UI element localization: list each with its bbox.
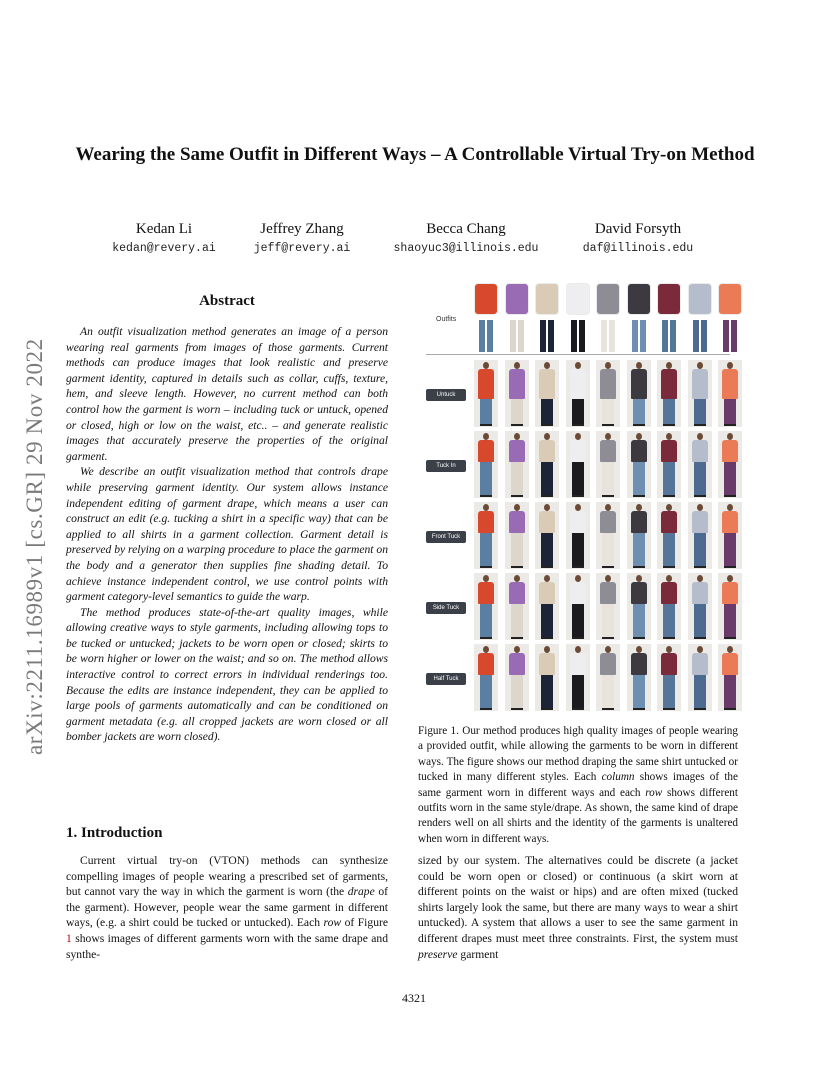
person-pants xyxy=(541,399,553,424)
person-head xyxy=(544,646,550,653)
person-pants xyxy=(602,399,614,424)
person-shirt xyxy=(631,440,647,462)
outfit-pants-thumbnail xyxy=(487,320,493,352)
person-shirt xyxy=(600,511,616,533)
person-shoes xyxy=(541,424,553,426)
outfit-pants-thumbnail xyxy=(632,320,638,352)
intro-paragraph: sized by our system. The alternatives could be discrete (a jacket could be worn open or closed) or continuous (a skirt worn at different points on the waist or hips) and are often mixed (tucked shirts largely look the same, but there are many ways to wear a shirt untucked). A system that allows a user to see the same garment in different drapes must meet three constraints. First, the system must preserve garment xyxy=(418,854,738,961)
person-shoes xyxy=(480,637,492,639)
outfit-shirt-thumbnail xyxy=(536,284,558,314)
person-shoes xyxy=(724,637,736,639)
person-shoes xyxy=(694,424,706,426)
person-head xyxy=(605,362,611,369)
author-name: Kedan Li xyxy=(135,221,193,237)
person-shirt xyxy=(539,511,555,533)
person-shirt xyxy=(570,511,586,533)
person-shoes xyxy=(480,495,492,497)
outfit-pants-thumbnail xyxy=(731,320,737,352)
person-shirt xyxy=(631,653,647,675)
abstract-body xyxy=(66,324,388,745)
row-label-untuck: Untuck xyxy=(426,389,466,401)
person-shoes xyxy=(663,708,675,710)
person-pants xyxy=(724,462,736,495)
author xyxy=(366,219,566,259)
person-pants xyxy=(724,675,736,708)
person-head xyxy=(483,433,489,440)
person-pants xyxy=(480,604,492,637)
person-shirt xyxy=(570,582,586,604)
outfit-pants-thumbnail xyxy=(579,320,585,352)
person-pants xyxy=(633,462,645,495)
person-pants xyxy=(572,462,584,495)
person-shoes xyxy=(724,708,736,710)
person-shirt xyxy=(539,582,555,604)
person-shoes xyxy=(511,566,523,568)
person-shirt xyxy=(478,582,494,604)
person-pants xyxy=(572,675,584,708)
person-head xyxy=(636,575,642,582)
author-email: jeff@revery.ai xyxy=(253,242,351,255)
person-shoes xyxy=(694,495,706,497)
person-shirt xyxy=(692,369,708,399)
person-shirt xyxy=(722,653,738,675)
person-shirt xyxy=(722,369,738,399)
person-head xyxy=(605,575,611,582)
person-shirt xyxy=(692,582,708,604)
person-pants xyxy=(694,533,706,566)
person-pants xyxy=(724,604,736,637)
person-shoes xyxy=(724,566,736,568)
intro-left-column xyxy=(66,853,388,962)
person-shirt xyxy=(600,369,616,399)
person-shoes xyxy=(694,637,706,639)
person-shoes xyxy=(572,424,584,426)
person-head xyxy=(697,504,703,511)
person-head xyxy=(575,646,581,653)
person-shirt xyxy=(570,653,586,675)
person-shoes xyxy=(541,637,553,639)
outfit-pants-thumbnail xyxy=(510,320,516,352)
person-head xyxy=(544,575,550,582)
person-shirt xyxy=(661,582,677,604)
person-pants xyxy=(602,604,614,637)
person-head xyxy=(544,362,550,369)
person-shirt xyxy=(722,440,738,462)
person-head xyxy=(605,504,611,511)
person-shoes xyxy=(633,637,645,639)
person-shoes xyxy=(663,495,675,497)
person-shoes xyxy=(572,708,584,710)
outfit-pants-thumbnail xyxy=(640,320,646,352)
row-label-side-tuck: Side Tuck xyxy=(426,602,466,614)
intro-right-column xyxy=(418,853,738,962)
person-shirt xyxy=(631,511,647,533)
person-shirt xyxy=(539,369,555,399)
row-label-front-tuck: Front Tuck xyxy=(426,531,466,543)
person-pants xyxy=(511,675,523,708)
person-shoes xyxy=(663,637,675,639)
abstract-paragraph: We describe an outfit visualization method that controls drape while preserving garment identity. Our system allows instance independent editing of garment drape, which means a user can construct an edit (e.g. tucking a shirt in a specific way) that can be applied to all shirts in a garment collection. Garment detail is preserved by relying on a warping procedure to place the garment on the body and a generator then supplies fine shading detail. To achieve instance independent control, we use control points with garment category-level semantics to guide the warp. xyxy=(66,465,388,604)
person-shirt xyxy=(539,653,555,675)
outfit-shirt-thumbnail xyxy=(506,284,528,314)
outfit-pants-thumbnail xyxy=(601,320,607,352)
person-pants xyxy=(694,399,706,424)
person-pants xyxy=(480,399,492,424)
person-shoes xyxy=(602,566,614,568)
outfit-pants-thumbnail xyxy=(518,320,524,352)
outfit-shirt-thumbnail xyxy=(628,284,650,314)
outfit-pants-thumbnail xyxy=(609,320,615,352)
person-head xyxy=(575,433,581,440)
person-shirt xyxy=(478,653,494,675)
person-shoes xyxy=(511,637,523,639)
person-shoes xyxy=(724,495,736,497)
person-shoes xyxy=(602,495,614,497)
person-shoes xyxy=(511,424,523,426)
person-pants xyxy=(724,399,736,424)
author-name: Jeffrey Zhang xyxy=(260,221,344,237)
person-head xyxy=(483,646,489,653)
person-pants xyxy=(602,675,614,708)
person-shirt xyxy=(478,369,494,399)
author xyxy=(538,219,738,259)
outfit-shirt-thumbnail xyxy=(475,284,497,314)
person-pants xyxy=(572,604,584,637)
person-head xyxy=(544,504,550,511)
outfit-pants-thumbnail xyxy=(693,320,699,352)
person-shirt xyxy=(722,582,738,604)
person-pants xyxy=(572,533,584,566)
person-shirt xyxy=(692,653,708,675)
person-head xyxy=(697,362,703,369)
person-head xyxy=(544,433,550,440)
person-shoes xyxy=(663,566,675,568)
person-pants xyxy=(541,462,553,495)
person-pants xyxy=(633,604,645,637)
person-head xyxy=(697,433,703,440)
person-shoes xyxy=(633,424,645,426)
person-shoes xyxy=(602,637,614,639)
person-shirt xyxy=(478,440,494,462)
person-shoes xyxy=(602,708,614,710)
person-shoes xyxy=(663,424,675,426)
person-shoes xyxy=(633,495,645,497)
outfit-pants-thumbnail xyxy=(479,320,485,352)
outfit-shirt-thumbnail xyxy=(658,284,680,314)
person-pants xyxy=(602,533,614,566)
person-shirt xyxy=(661,440,677,462)
outfit-shirt-thumbnail xyxy=(597,284,619,314)
person-pants xyxy=(633,675,645,708)
intro-paragraph: Current virtual try-on (VTON) methods can synthesize compelling images of people wearing a prescribed set of garments, but cannot vary the way in which the garment is worn (the drape of the garment). However, people wear the same garment in different ways, (e.g. a shirt could be tucked or untucked). Each row of Figure 1 shows images of different garments worn with the same drape and synthe- xyxy=(66,854,388,961)
person-head xyxy=(727,575,733,582)
person-shirt xyxy=(509,653,525,675)
person-shirt xyxy=(570,369,586,399)
person-shoes xyxy=(694,708,706,710)
person-shoes xyxy=(572,637,584,639)
person-pants xyxy=(511,533,523,566)
person-head xyxy=(636,646,642,653)
outfit-shirt-thumbnail xyxy=(567,284,589,314)
person-head xyxy=(514,362,520,369)
person-head xyxy=(666,646,672,653)
person-shirt xyxy=(631,582,647,604)
author-email: daf@illinois.edu xyxy=(582,242,694,255)
person-pants xyxy=(694,675,706,708)
outfit-shirt-thumbnail xyxy=(719,284,741,314)
person-pants xyxy=(694,604,706,637)
person-pants xyxy=(602,462,614,495)
person-pants xyxy=(541,604,553,637)
person-shoes xyxy=(541,495,553,497)
person-shirt xyxy=(509,369,525,399)
outfit-pants-thumbnail xyxy=(662,320,668,352)
figure-ref-link[interactable]: 1 xyxy=(66,931,72,945)
outfit-pants-thumbnail xyxy=(723,320,729,352)
person-head xyxy=(697,646,703,653)
author-email: kedan@revery.ai xyxy=(112,242,216,255)
person-head xyxy=(727,504,733,511)
abstract-heading: Abstract xyxy=(199,293,255,309)
person-pants xyxy=(694,462,706,495)
person-head xyxy=(666,362,672,369)
person-pants xyxy=(480,462,492,495)
person-head xyxy=(483,362,489,369)
person-pants xyxy=(633,399,645,424)
person-head xyxy=(697,575,703,582)
person-head xyxy=(636,433,642,440)
person-head xyxy=(514,504,520,511)
person-head xyxy=(575,362,581,369)
person-pants xyxy=(633,533,645,566)
person-shirt xyxy=(509,511,525,533)
person-shirt xyxy=(600,440,616,462)
author-name: David Forsyth xyxy=(594,221,682,237)
outfit-pants-thumbnail xyxy=(571,320,577,352)
person-head xyxy=(636,362,642,369)
person-head xyxy=(514,575,520,582)
person-shoes xyxy=(724,424,736,426)
person-shoes xyxy=(694,566,706,568)
person-shoes xyxy=(572,566,584,568)
person-shirt xyxy=(570,440,586,462)
person-pants xyxy=(663,533,675,566)
outfit-shirt-thumbnail xyxy=(689,284,711,314)
figure-caption: Figure 1. Our method produces high quality images of people wearing a provided outfit, while allowing the garments to be worn in different ways. The figure shows our method draping the same shirt untucked or tucked in many different styles. Each column shows images of the same garment worn in different ways and each row shows different outfits worn in the same style/drape. As shown, the same kind of drape renders well on all shirts and the identity of the garments is unaltered when worn in different ways. xyxy=(418,725,738,845)
person-pants xyxy=(663,399,675,424)
outfit-pants-thumbnail xyxy=(540,320,546,352)
paper-title: Wearing the Same Outfit in Different Ways – A Controllable Virtual Try-on Method xyxy=(75,144,755,165)
row-label-half-tuck: Half Tuck xyxy=(426,673,466,685)
person-pants xyxy=(541,675,553,708)
person-head xyxy=(666,575,672,582)
person-head xyxy=(483,575,489,582)
person-pants xyxy=(663,604,675,637)
figure-1 xyxy=(424,280,730,712)
person-pants xyxy=(480,675,492,708)
person-shirt xyxy=(692,511,708,533)
person-head xyxy=(514,433,520,440)
author-name: Becca Chang xyxy=(426,221,506,237)
person-shoes xyxy=(602,424,614,426)
person-head xyxy=(636,504,642,511)
abstract-paragraph: The method produces state-of-the-art quality images, while allowing creative ways to style garments, including allowing tops to be tucked or untucked; jackets to be worn open or closed; skirts to be worn higher or lower on the waist; and so on. The method allows interactive control to correct errors in individual renderings too. Because the edits are instance independent, they can be applied to large pools of garments automatically and can be conditioned on garment metadata (e.g. all cropped jackets are worn closed or all bomber jackets are worn closed). xyxy=(66,605,388,744)
figure-divider xyxy=(426,354,730,355)
row-label-tuck-in: Tuck In xyxy=(426,460,466,472)
person-head xyxy=(483,504,489,511)
person-pants xyxy=(511,604,523,637)
person-shirt xyxy=(692,440,708,462)
person-pants xyxy=(541,533,553,566)
person-shirt xyxy=(661,653,677,675)
person-shirt xyxy=(722,511,738,533)
person-head xyxy=(727,646,733,653)
person-shoes xyxy=(541,566,553,568)
person-shirt xyxy=(509,582,525,604)
person-shoes xyxy=(480,708,492,710)
person-head xyxy=(575,575,581,582)
person-head xyxy=(605,646,611,653)
person-head xyxy=(727,362,733,369)
person-head xyxy=(666,504,672,511)
section-heading: 1. Introduction xyxy=(66,825,163,841)
person-pants xyxy=(511,462,523,495)
page-number: 4321 xyxy=(402,991,426,1005)
person-pants xyxy=(724,533,736,566)
person-shoes xyxy=(511,708,523,710)
person-shoes xyxy=(633,708,645,710)
author-email: shaoyuc3@illinois.edu xyxy=(393,242,539,255)
person-head xyxy=(575,504,581,511)
person-head xyxy=(605,433,611,440)
person-shoes xyxy=(480,566,492,568)
person-shoes xyxy=(511,495,523,497)
person-head xyxy=(666,433,672,440)
arxiv-identifier: arXiv:2211.16989v1 [cs.GR] 29 Nov 2022 xyxy=(22,338,47,755)
person-pants xyxy=(572,399,584,424)
person-shirt xyxy=(661,511,677,533)
person-shirt xyxy=(600,653,616,675)
person-shoes xyxy=(541,708,553,710)
person-shirt xyxy=(509,440,525,462)
person-head xyxy=(514,646,520,653)
outfit-pants-thumbnail xyxy=(548,320,554,352)
person-pants xyxy=(663,675,675,708)
person-pants xyxy=(511,399,523,424)
abstract-paragraph: An outfit visualization method generates an image of a person wearing real garments from images of those garments. Current methods can produce images that look realistic and preserve garment identity, captured in details such as collar, cuffs, texture, hem, and sleeve length. However, no current method can both control how the garment is worn – including tuck or untuck, opened or closed, high or low on the waist, etc.. – and generate realistic images that accurately preserve the properties of the original garment. xyxy=(66,325,388,463)
person-pants xyxy=(480,533,492,566)
person-pants xyxy=(663,462,675,495)
outfits-label: Outfits xyxy=(436,316,457,323)
person-head xyxy=(727,433,733,440)
person-shoes xyxy=(480,424,492,426)
outfit-pants-thumbnail xyxy=(701,320,707,352)
person-shirt xyxy=(661,369,677,399)
outfit-pants-thumbnail xyxy=(670,320,676,352)
person-shoes xyxy=(633,566,645,568)
person-shirt xyxy=(478,511,494,533)
person-shoes xyxy=(572,495,584,497)
person-shirt xyxy=(539,440,555,462)
person-shirt xyxy=(631,369,647,399)
person-shirt xyxy=(600,582,616,604)
